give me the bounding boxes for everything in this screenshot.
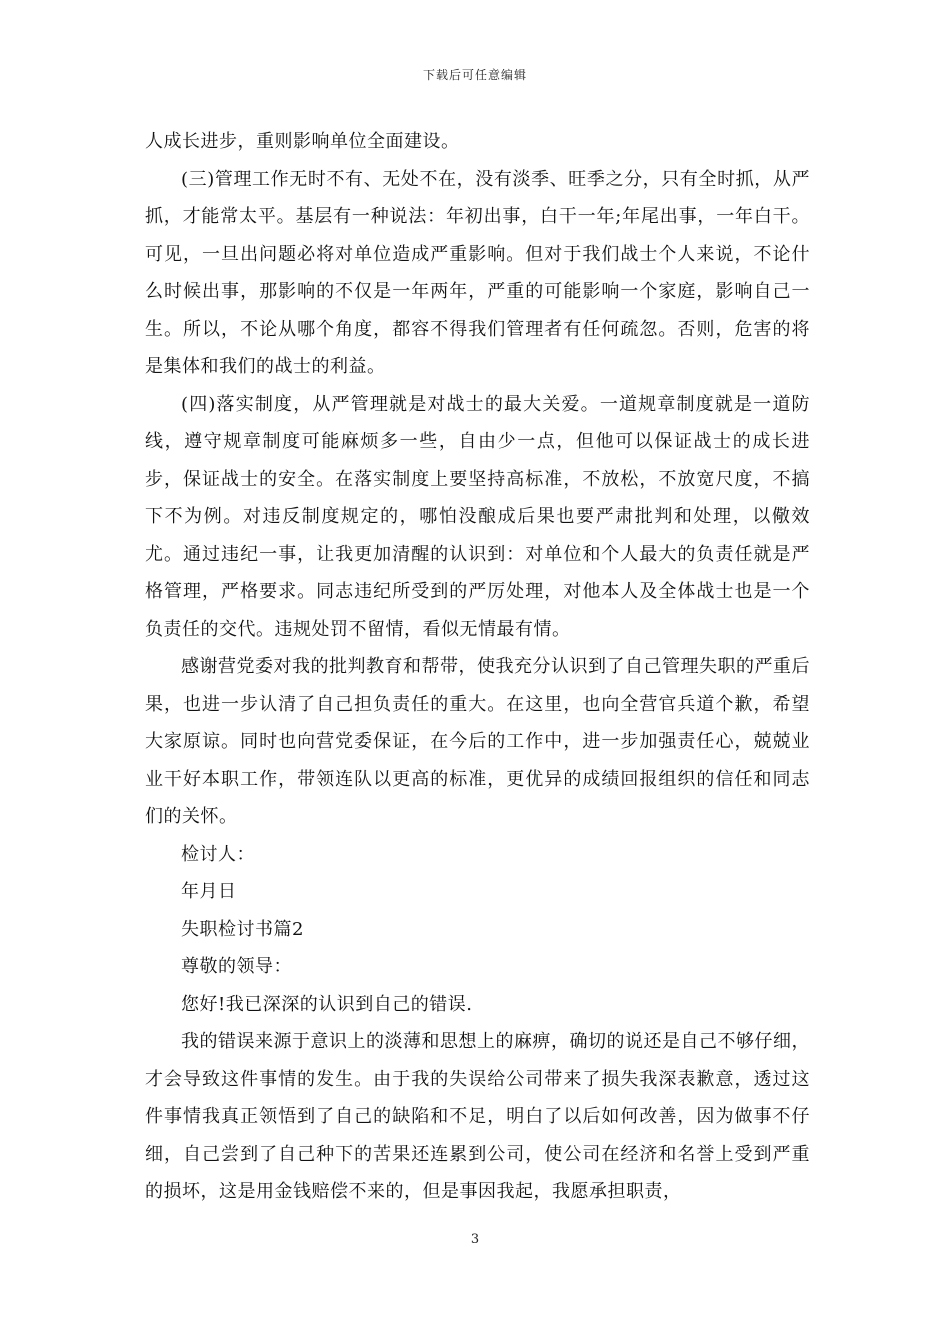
page-number: 3: [470, 1232, 480, 1247]
paragraph-section-four: (四)落实制度，从严管理就是对战士的最大关爱。一道规章制度就是一道防线，遵守规章制度可能麻烦多一些，自由少一点，但他可以保证战士的成长进步，保证战士的安全。在落实制度上要坚持高标准，不放松，不放宽尺度，不搞下不为例。对违反制度规定的，哪怕没酿成后果也要严肃批判和处理，以儆效尤。通过违纪一事，让我更加清醒的认识到：对单位和个人最大的负责任就是严格管理，严格要求。同志违纪所受到的严厉处理，对他本人及全体战士也是一个负责任的交代。违规处罚不留情，看似无情最有情。: [145, 393, 810, 640]
paragraph-continuation: 人成长进步，重则影响单位全面建设。: [145, 131, 460, 152]
salutation: 尊敬的领导：: [181, 956, 292, 977]
section-title: 失职检讨书篇2: [181, 918, 304, 940]
date-line: 年月日: [181, 881, 237, 902]
paragraph-thanks: 感谢营党委对我的批判教育和帮带，使我充分认识到了自己管理失职的严重后果，也进一步认清了自己担负责任的重大。在这里，也向全营官兵道个歉，希望大家原谅。同时也向营党委保证，在今后的工作中，进一步加强责任心，兢兢业业干好本职工作，带领连队以更高的标准，更优异的成绩回报组织的信任和同志们的关怀。: [145, 656, 810, 827]
document-body: [145, 123, 810, 1211]
greeting: 您好!我已深深的认识到自己的错误.: [181, 993, 473, 1015]
header-note: 下载后可任意编辑: [422, 68, 527, 82]
paragraph-section-three: (三)管理工作无时不有、无处不在，没有淡季、旺季之分，只有全时抓，从严抓，才能常太平。基层有一种说法：年初出事，白干一年;年尾出事，一年白干。可见，一旦出问题必将对单位造成严重影响。但对于我们战士个人来说，不论什么时候出事，那影响的不仅是一年两年，严重的可能影响一个家庭，影响自己一生。所以，不论从哪个角度，都容不得我们管理者有任何疏忽。否则，危害的将是集体和我们的战士的利益。: [145, 168, 810, 377]
paragraph-apology: 我的错误来源于意识上的淡薄和思想上的麻痹，确切的说还是自己不够仔细，才会导致这件事情的发生。由于我的失误给公司带来了损失我深表歉意，透过这件事情我真正领悟到了自己的缺陷和不足，明白了以后如何改善，因为做事不仔细，自己尝到了自己种下的苦果还连累到公司，使公司在经济和名誉上受到严重的损坏，这是用金钱赔偿不来的，但是事因我起，我愿承担职责，: [145, 1031, 810, 1202]
signature-line: 检讨人：: [181, 843, 255, 865]
